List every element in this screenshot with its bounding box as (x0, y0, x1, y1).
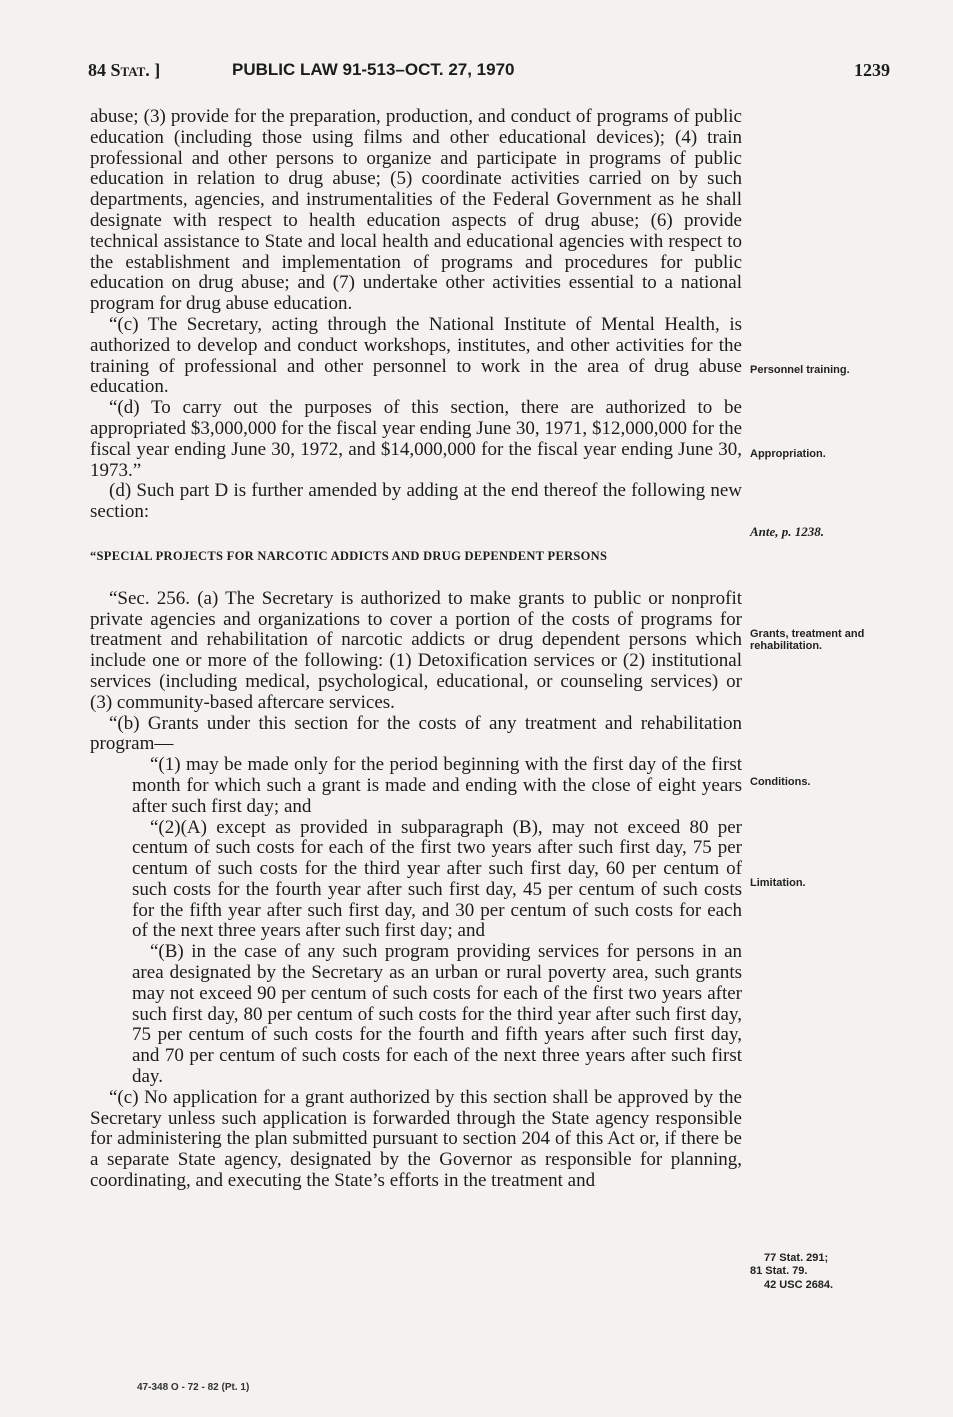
law-title: PUBLIC LAW 91-513–OCT. 27, 1970 (232, 60, 515, 79)
margin-note-stat-ref-2: 81 Stat. 79. (750, 1265, 808, 1277)
section-heading: “SPECIAL PROJECTS FOR NARCOTIC ADDICTS AND DRUG DEPENDENT PERSONS (90, 548, 608, 563)
paragraph: “(c) No application for a grant authorized by this section shall be approved by the Secretary unless such application is forwarded through the State agency responsible for administering the plan submitted pursuant to section 204 of this Act or, if there be a separate State agency, designated by the Governor as responsible for planning, coordinating, and executing the State’s efforts in the treatment and (90, 1086, 742, 1192)
margin-note-limitation: Limitation. (750, 877, 806, 889)
volume-reference: 84 Stat. ] (88, 60, 161, 80)
running-header (88, 60, 890, 84)
paragraph: “Sec. 256. (a) The Secretary is authorized to make grants to public or nonprofit private agencies and organizations to cover a portion of the costs of programs for treatment and rehabilitation of narcotic addicts or drug dependent persons which include one or more of the following: (1) Detoxification services or (2) institutional services (including medical, psychological, educational, or counseling services) or (3) community-based aftercare services. (90, 587, 742, 713)
margin-note-stat-ref-1: 77 Stat. 291; (764, 1252, 829, 1264)
paragraph: “(b) Grants under this section for the costs of any treatment and rehabilitation program— (90, 712, 742, 755)
margin-note-ante: Ante, p. 1238. (750, 524, 825, 539)
subparagraph: “(1) may be made only for the period beginning with the first day of the first month for which such a grant is made and ending with the close of eight years after such first day; and (132, 754, 742, 817)
margin-note-conditions: Conditions. (750, 776, 811, 788)
page-number: 1239 (854, 60, 890, 80)
print-code: 47-348 O - 72 - 82 (Pt. 1) (137, 1382, 250, 1393)
margin-note-grants: Grants, treatment and rehabilitation. (750, 628, 865, 652)
margin-note-stat-ref-3: 42 USC 2684. (764, 1279, 834, 1291)
paragraph: (d) Such part D is further amended by adding at the end thereof the following new section: (90, 480, 742, 523)
margin-note-personnel-training: Personnel training. (750, 364, 850, 376)
subparagraph: “(B) in the case of any such program providing services for persons in an area designated by the Secretary as an urban or rural poverty area, such grants may not exceed 90 per centum of such costs for each of the first two years after such first day, 80 per centum of such costs for the third year after such first day, 75 per centum of such costs for the fourth and fifth years after such first day, and 70 per centum of such costs for each of the next three years after such first day. (132, 941, 742, 1088)
paragraph: “(d) To carry out the purposes of this section, there are authorized to be appropriated $3,000,000 for the fiscal year ending June 30, 1971, $12,000,000 for the fiscal year ending June 30, 1972, and $14,000,000 for the fiscal year ending June 30, 1973.” (90, 397, 742, 481)
paragraph: “(c) The Secretary, acting through the National Institute of Mental Health, is authorized to develop and conduct workshops, institutes, and other activities for the training of professional and other personnel to work in the area of drug abuse education. (90, 313, 742, 398)
body-text (90, 107, 742, 1192)
paragraph: abuse; (3) provide for the preparation, production, and conduct of programs of public education (including those using films and other educational devices); (4) train professional and other persons to organize and participate in programs of public education in relation to drug abuse; (5) coordinate activities carried on by such departments, agencies, and instrumentalities of the Federal Government as he shall designate with respect to health education aspects of drug abuse; (6) provide technical assistance to State and local health and educational agencies with respect to the establishment and implementation of programs and procedures for public education on drug abuse; and (7) undertake other activities essential to a national program for drug abuse education. (90, 106, 742, 315)
margin-note-appropriation: Appropriation. (750, 448, 826, 460)
subparagraph: “(2)(A) except as provided in subparagraph (B), may not exceed 80 per centum of such costs for each of the first two years after such first day, 75 per centum of such costs for the third year after such first day, 60 per centum of such costs for the fourth year after such first day, 45 per centum of such costs for the fifth year after such first day, and 30 per centum of such costs for each of the next three years after such first day; and (132, 816, 742, 942)
